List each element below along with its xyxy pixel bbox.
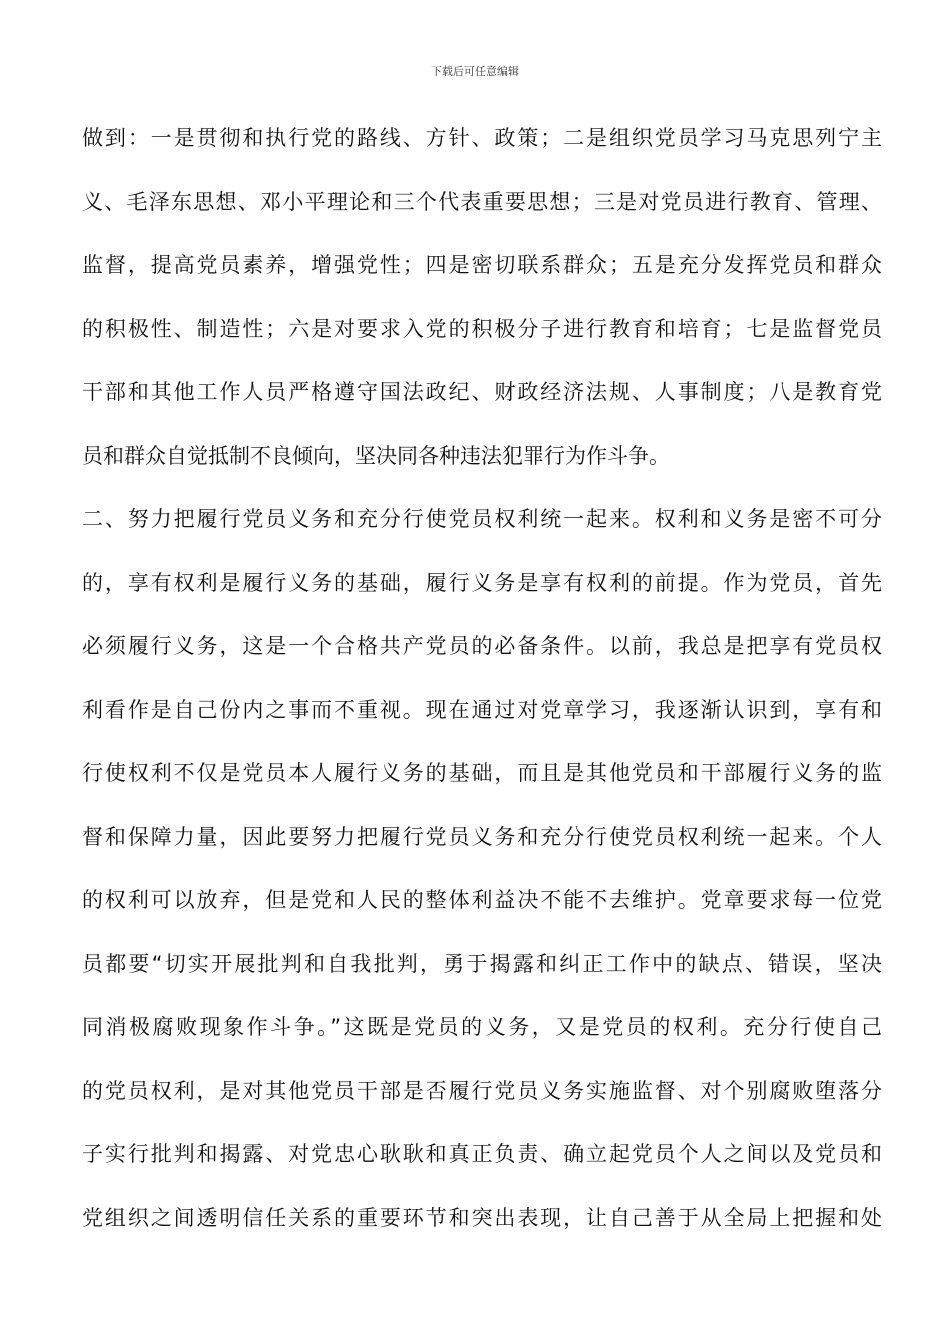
document-body: [82, 118, 882, 1261]
text-line: 义、毛泽东思想、邓小平理论和三个代表重要思想；三是对党员进行教育、管理、: [82, 189, 882, 214]
text-line: 党组织之间透明信任关系的重要环节和突出表现，让自己善于从全局上把握和处: [82, 1205, 882, 1230]
page-header: 下载后可任意编辑: [431, 65, 519, 78]
text-line: 子实行批判和揭露、对党忠心耿耿和真正负责、确立起党员个人之间以及党员和: [82, 1142, 882, 1166]
text-line: 做到：一是贯彻和执行党的路线、方针、政策；二是组织党员学习马克思列宁主: [82, 126, 882, 150]
text-line: 督和保障力量，因此要努力把履行党员义务和充分行使党员权利统一起来。个人: [82, 824, 882, 849]
text-line: 的党员权利，是对其他党员干部是否履行党员义务实施监督、对个别腐败堕落分: [82, 1078, 882, 1103]
text-line: 同消极腐败现象作斗争。”这既是党员的义务，又是党员的权利。充分行使自己: [82, 1015, 882, 1039]
text-line: 二、努力把履行党员义务和充分行使党员权利统一起来。权利和义务是密不可分: [82, 507, 882, 531]
text-line: 员和群众自觉抵制不良倾向，坚决同各种违法犯罪行为作斗争。: [82, 443, 670, 468]
text-line: 利看作是自己份内之事而不重视。现在通过对党章学习，我逐渐认识到，享有和: [82, 697, 882, 722]
text-line: 的积极性、制造性；六是对要求入党的积极分子进行教育和培育；七是监督党员: [82, 316, 882, 341]
text-line: 行使权利不仅是党员本人履行义务的基础，而且是其他党员和干部履行义务的监: [82, 761, 882, 785]
text-line: 必须履行义务，这是一个合格共产党员的必备条件。以前，我总是把享有党员权: [82, 634, 882, 658]
text-line: 监督，提高党员素养，增强党性；四是密切联系群众；五是充分发挥党员和群众: [82, 253, 882, 277]
text-line: 的权利可以放弃，但是党和人民的整体利益决不能不去维护。党章要求每一位党: [82, 888, 882, 912]
text-line: 员都要“切实开展批判和自我批判，勇于揭露和纠正工作中的缺点、错误，坚决: [82, 951, 882, 976]
text-line: 干部和其他工作人员严格遵守国法政纪、财政经济法规、人事制度；八是教育党: [82, 380, 882, 404]
text-line: 的，享有权利是履行义务的基础，履行义务是享有权利的前提。作为党员，首先: [82, 570, 882, 595]
